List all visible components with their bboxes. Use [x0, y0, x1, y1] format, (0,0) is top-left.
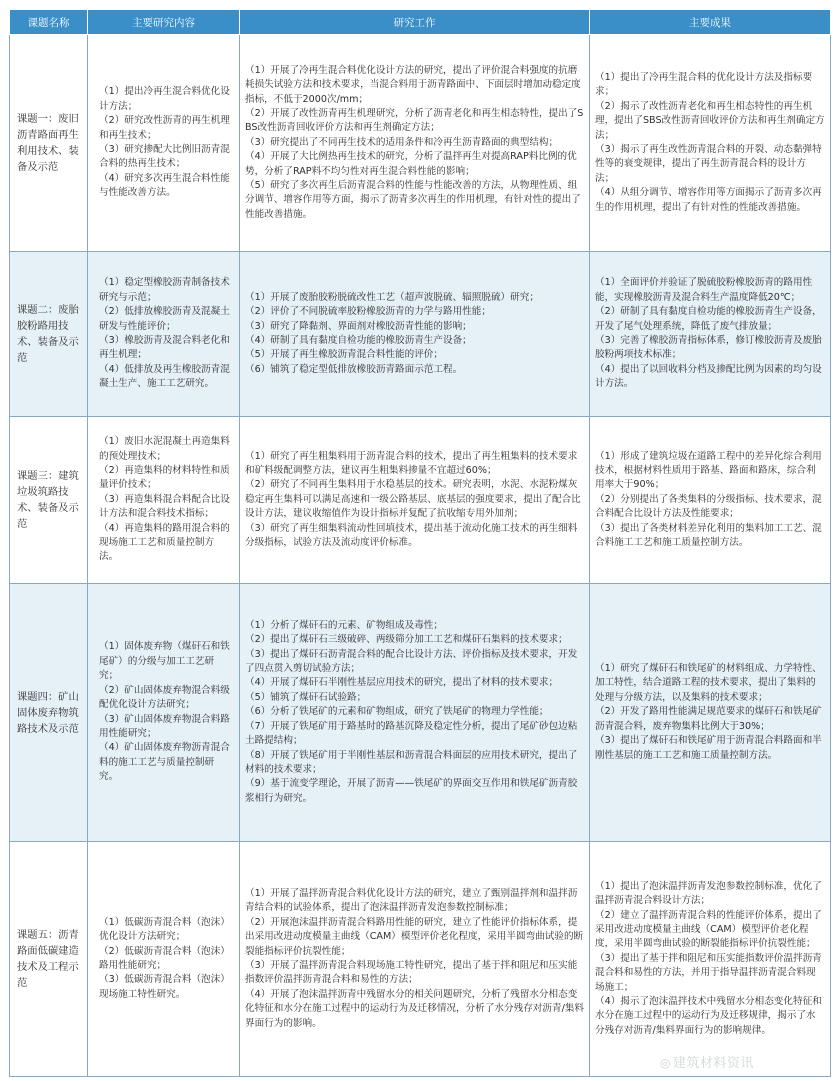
header-results: 主要成果	[590, 10, 831, 35]
work-item: （1）开展了冷再生混合料优化设计方法的研究，提出了评价混合料强度的抗磨耗损失试验方法和技术要求，当混合料用于沥青路面中、下面层时增加动稳定度指标，不低于2000次/mm；	[245, 64, 581, 105]
research-content-cell	[88, 252, 240, 417]
research-content-cell	[88, 417, 240, 584]
results-cell	[590, 35, 831, 252]
research-work-cell	[240, 35, 590, 252]
content-item: （3）矿山固体废弃物混合料路用性能研究；	[99, 713, 230, 739]
wechat-icon: ◎	[660, 1056, 671, 1070]
work-item: （4）研制了具有黏度自检功能的橡胶沥青生产设备；	[245, 335, 472, 346]
research-table	[9, 9, 831, 1077]
research-work-cell	[240, 842, 590, 1077]
content-item: （2）研究改性沥青的再生机理和再生技术；	[99, 115, 230, 141]
research-content-cell	[88, 584, 240, 842]
work-item: （9）基于流变学理论，开展了沥青——铁尾矿的界面交互作用和铁尾矿沥青胶浆相行为研究。	[245, 778, 578, 804]
content-item: （1）稳定型橡胶沥青制备技术研究与示范；	[99, 277, 230, 303]
result-item: （4）揭示了泡沫温拌技术中残留水分相态变化特征和水分在施工过程中的运动行为及迁移规律，揭示了水分残存对沥青/集料界面行为的影响规律。	[595, 996, 822, 1036]
content-item: （4）研究多次再生混合料性能与性能改善方法。	[99, 172, 230, 199]
research-work-cell	[240, 417, 590, 584]
result-item: （3）揭示了再生改性沥青混合料的开裂、动态黏弹特性等的衰变规律，提出了再生沥青混合料的设计方法；	[595, 144, 822, 184]
result-item: （3）提出了基于拌和阻尼和压实能指数评价温拌沥青混合料和易性的方法，并用于指导温拌沥青混合料现场施工；	[595, 952, 822, 993]
work-item: （3）开展了温拌沥青混合料现场施工特性研究，提出了基于拌和阻尼和压实能指数评价温拌沥青混合料和易性的方法；	[245, 960, 578, 986]
work-item: （3）研究了再生细集料流动性回填技术，提出基于流动化施工技术的再生细料分级指标，试验方法及流动度评价标准。	[245, 522, 578, 549]
work-item: （1）开展了废胎胶粉脱硫改性工艺（超声波脱硫、辐照脱硫）研究；	[245, 291, 539, 303]
content-item: （3）橡胶沥青及混合料老化和再生机理；	[99, 335, 230, 361]
content-item: （4）矿山固体废弃物沥青混合料的施工工艺与质量控制研究。	[99, 742, 230, 783]
work-item: （6）分析了铁尾矿的元素和矿物组成，研究了铁尾矿的物理力学性能；	[245, 706, 549, 718]
work-item: （7）开展了铁尾矿用于路基时的路基沉降及稳定性分析，提出了尾矿砂包边粘土路提结构；	[245, 720, 578, 747]
result-item: （2）揭示了改性沥青老化和再生相态特性的再生机理，提出了SBS改性沥青回收评价方法和再生剂确定方法；	[595, 100, 825, 141]
result-item: （2）研制了具有黏度自检功能的橡胶沥青生产设备，开发了尾气处理系统，降低了废气排放量；	[595, 306, 822, 332]
research-work-cell	[240, 584, 590, 842]
table-row	[10, 584, 831, 842]
content-item: （2）低排放橡胶沥青及混凝土研发与性能评价；	[99, 306, 230, 332]
content-item: （4）再造集料的路用混合料的现场施工工艺和质量控制方法。	[99, 522, 230, 563]
result-item: （1）研究了煤矸石和铁尾矿的材料组成、力学特性、加工特性，结合道路工程的技术要求，提出了集料的处理与分级方法，以及集料的技术要求；	[595, 663, 822, 703]
work-item: （3）提出了煤矸石沥青混合料的配合比设计方法、评价指标及技术要求，开发了四点贯入剪切试验方法；	[245, 648, 578, 675]
work-item: （5）研究了多次再生后沥青混合料的性能与性能改善的方法，从物理性质、组分调节、增容作用等方面，揭示了沥青多次再生的作用机理，有针对性的提出了性能改善措施。	[245, 180, 581, 220]
work-item: （1）研究了再生粗集料用于沥青混合料的技术，提出了再生粗集料的技术要求和矿料级配调整方法，建议再生粗集料掺量不宜超过60%；	[245, 450, 578, 476]
work-item: （4）开展了煤矸石半刚性基层应用技术的研究，提出了材料的技术要求；	[245, 677, 559, 689]
topic-name-cell: 课题三：建筑垃圾筑路技术、装备及示范	[10, 417, 88, 584]
result-item: （3）提出了煤矸石和铁尾矿用于沥青混合料路面和半刚性基层的施工工艺和施工质量控制方法。	[595, 735, 822, 761]
topic-name-cell: 课题四：矿山固体废弃物筑路技术及示范	[10, 584, 88, 842]
header-content: 主要研究内容	[88, 10, 240, 35]
result-item: （3）完善了橡胶沥青指标体系，修订橡胶沥青及废胎胶粉两项技术标准；	[595, 335, 822, 361]
result-item: （2）开发了路用性能满足规范要求的煤矸石和铁尾矿沥青混合料，废弃物集料比例大于30%；	[595, 706, 822, 732]
topic-name-cell: 课题二：废胎胶粉路用技术、装备及示范	[10, 252, 88, 417]
content-item: （1）固体废弃物（煤矸石和铁尾矿）的分级与加工工艺研究；	[99, 641, 230, 682]
work-item: （4）开展了大比例热再生技术的研究，分析了温拌再生对提高RAP料比例的优势，分析了RAP料不均匀性对再生混合料性能的影响；	[245, 151, 577, 177]
work-item: （5）开展了再生橡胶沥青混合料性能的评价；	[245, 349, 443, 361]
result-item: （1）形成了建筑垃圾在道路工程中的差异化综合利用技术，根据材料性质用于路基、路面和路床，综合利用率大于90%；	[595, 450, 822, 491]
table-row	[10, 842, 831, 1077]
content-item: （2）低碳沥青混合料（泡沫）路用性能研究；	[99, 945, 230, 971]
table-row	[10, 35, 831, 252]
result-item: （2）建立了温拌沥青混合料的性能评价体系，提出了采用改进动度模量主曲线（CAM）模型评价老化程度，采用半圆弯曲试验的断裂能指标评价抗裂性能；	[595, 909, 822, 950]
content-item: （3）再造集料混合料配合比设计方法和混合料技术指标；	[99, 493, 230, 520]
result-item: （1）全面评价并验证了脱硫胶粉橡胶沥青的路用性能，实现橡胶沥青及混合料生产温度降低20℃；	[595, 277, 813, 303]
work-item: （2）研究了不同再生集料用于水稳基层的技术。研究表明，水泥、水泥粉煤灰稳定再生集料可以满足高速和一级公路基层、底基层的强度要求，提出了配合比设计方法，建议收缩值作为设计指标并复配了抗收缩专用外加剂；	[245, 479, 581, 520]
header-work: 研究工作	[240, 10, 590, 35]
research-table-sheet	[9, 9, 830, 1077]
content-item: （2）再造集料的材料特性和质量评价技术；	[99, 464, 230, 491]
header-name: 课题名称	[10, 10, 88, 35]
work-item: （3）研究了降黏剂、界面剂对橡胶沥青性能的影响；	[245, 320, 472, 332]
content-item: （1）低碳沥青混合料（泡沫）优化设计方法研究；	[99, 916, 230, 943]
content-item: （2）矿山固体废弃物混合料级配优化设计方法研究；	[99, 684, 230, 711]
result-item: （3）提出了各类材料差异化利用的集料加工工艺、混合料施工工艺和施工质量控制方法。	[595, 522, 822, 549]
work-item: （4）开展了泡沫温拌沥青中残留水分的相关问题研究，分析了残留水分相态变化特征和水分在施工过程中的运动行为及迁移情况，分析了水分残存对沥青/集料界面行为的影响。	[245, 988, 585, 1029]
content-item: （4）低排放及再生橡胶沥青混凝土生产、施工工艺研究。	[99, 363, 230, 390]
work-item: （1）分析了煤矸石的元素、矿物组成及毒性；	[245, 619, 443, 631]
topic-name-cell: 课题五：沥青路面低碳建造技术及工程示范	[10, 842, 88, 1077]
results-cell	[590, 584, 831, 842]
work-item: （2）评价了不同脱硫率胶粉橡胶沥青的力学与路用性能；	[245, 306, 491, 318]
work-item: （2）开展了改性沥青再生机理研究，分析了沥青老化和再生相态特性，提出了SBS改性沥青回收评价方法和再生剂确定方法；	[245, 107, 584, 134]
content-item: （3）低碳沥青混合料（泡沫）现场施工特性研究。	[99, 974, 230, 1000]
table-header-row	[10, 10, 831, 35]
work-item: （8）开展了铁尾矿用于半刚性基层和沥青混合料面层的应用技术研究，提出了材料的技术要求；	[245, 749, 578, 775]
work-item: （2）开展泡沫温拌沥青混合料路用性能的研究，建立了性能评价指标体系，提出采用改进动度模量主曲线（CAM）模型评价老化程度，采用半圆弯曲试验的断裂能指标评价抗裂性能；	[245, 916, 584, 957]
content-item: （1）提出冷再生混合料优化设计方法；	[99, 86, 230, 112]
work-item: （6）铺筑了稳定型低排放橡胶沥青路面示范工程。	[245, 363, 463, 375]
research-content-cell	[88, 842, 240, 1077]
work-item: （5）铺筑了煤矸石试验路；	[245, 691, 367, 703]
result-item: （2）分别提出了各类集料的分级指标、技术要求，混合料配合比设计方法及性能要求；	[595, 493, 822, 520]
result-item: （4）提出了以回收料分档及掺配比例为因素的均匀设计方法。	[595, 363, 822, 390]
table-row	[10, 417, 831, 584]
work-item: （2）提出了煤矸石三级破碎、两级筛分加工工艺和煤矸石集料的技术要求；	[245, 634, 568, 646]
results-cell	[590, 252, 831, 417]
research-work-cell	[240, 252, 590, 417]
results-cell	[590, 842, 831, 1077]
research-content-cell	[88, 35, 240, 252]
result-item: （1）提出了泡沫温拌沥青发泡参数控制标准，优化了温拌沥青混合料设计方法；	[595, 880, 822, 907]
result-item: （4）从组分调节、增容作用等方面揭示了沥青多次再生的作用机理，提出了有针对性的性能改善措施。	[595, 187, 822, 213]
results-cell	[590, 417, 831, 584]
work-item: （1）开展了温拌沥青混合料优化设计方法的研究，建立了甄别温拌剂和温拌沥青结合料的试验体系，提出了泡沫温拌沥青发泡参数控制标准；	[245, 887, 578, 914]
result-item: （1）提出了冷再生混合料的优化设计方法及指标要求；	[595, 71, 813, 98]
content-item: （3）研究掺配大比例旧沥青混合料的热再生技术；	[99, 144, 230, 170]
content-item: （1）废旧水泥混凝土再造集料的预处理技术；	[99, 436, 230, 462]
topic-name-cell: 课题一：废旧沥青路面再生利用技术、装备及示范	[10, 35, 88, 252]
watermark-text: 建筑材料资讯	[672, 1056, 754, 1071]
work-item: （3）研究提出了不同再生技术的适用条件和冷再生沥青路面的典型结构；	[245, 136, 559, 148]
watermark	[660, 1052, 754, 1071]
table-row	[10, 252, 831, 417]
